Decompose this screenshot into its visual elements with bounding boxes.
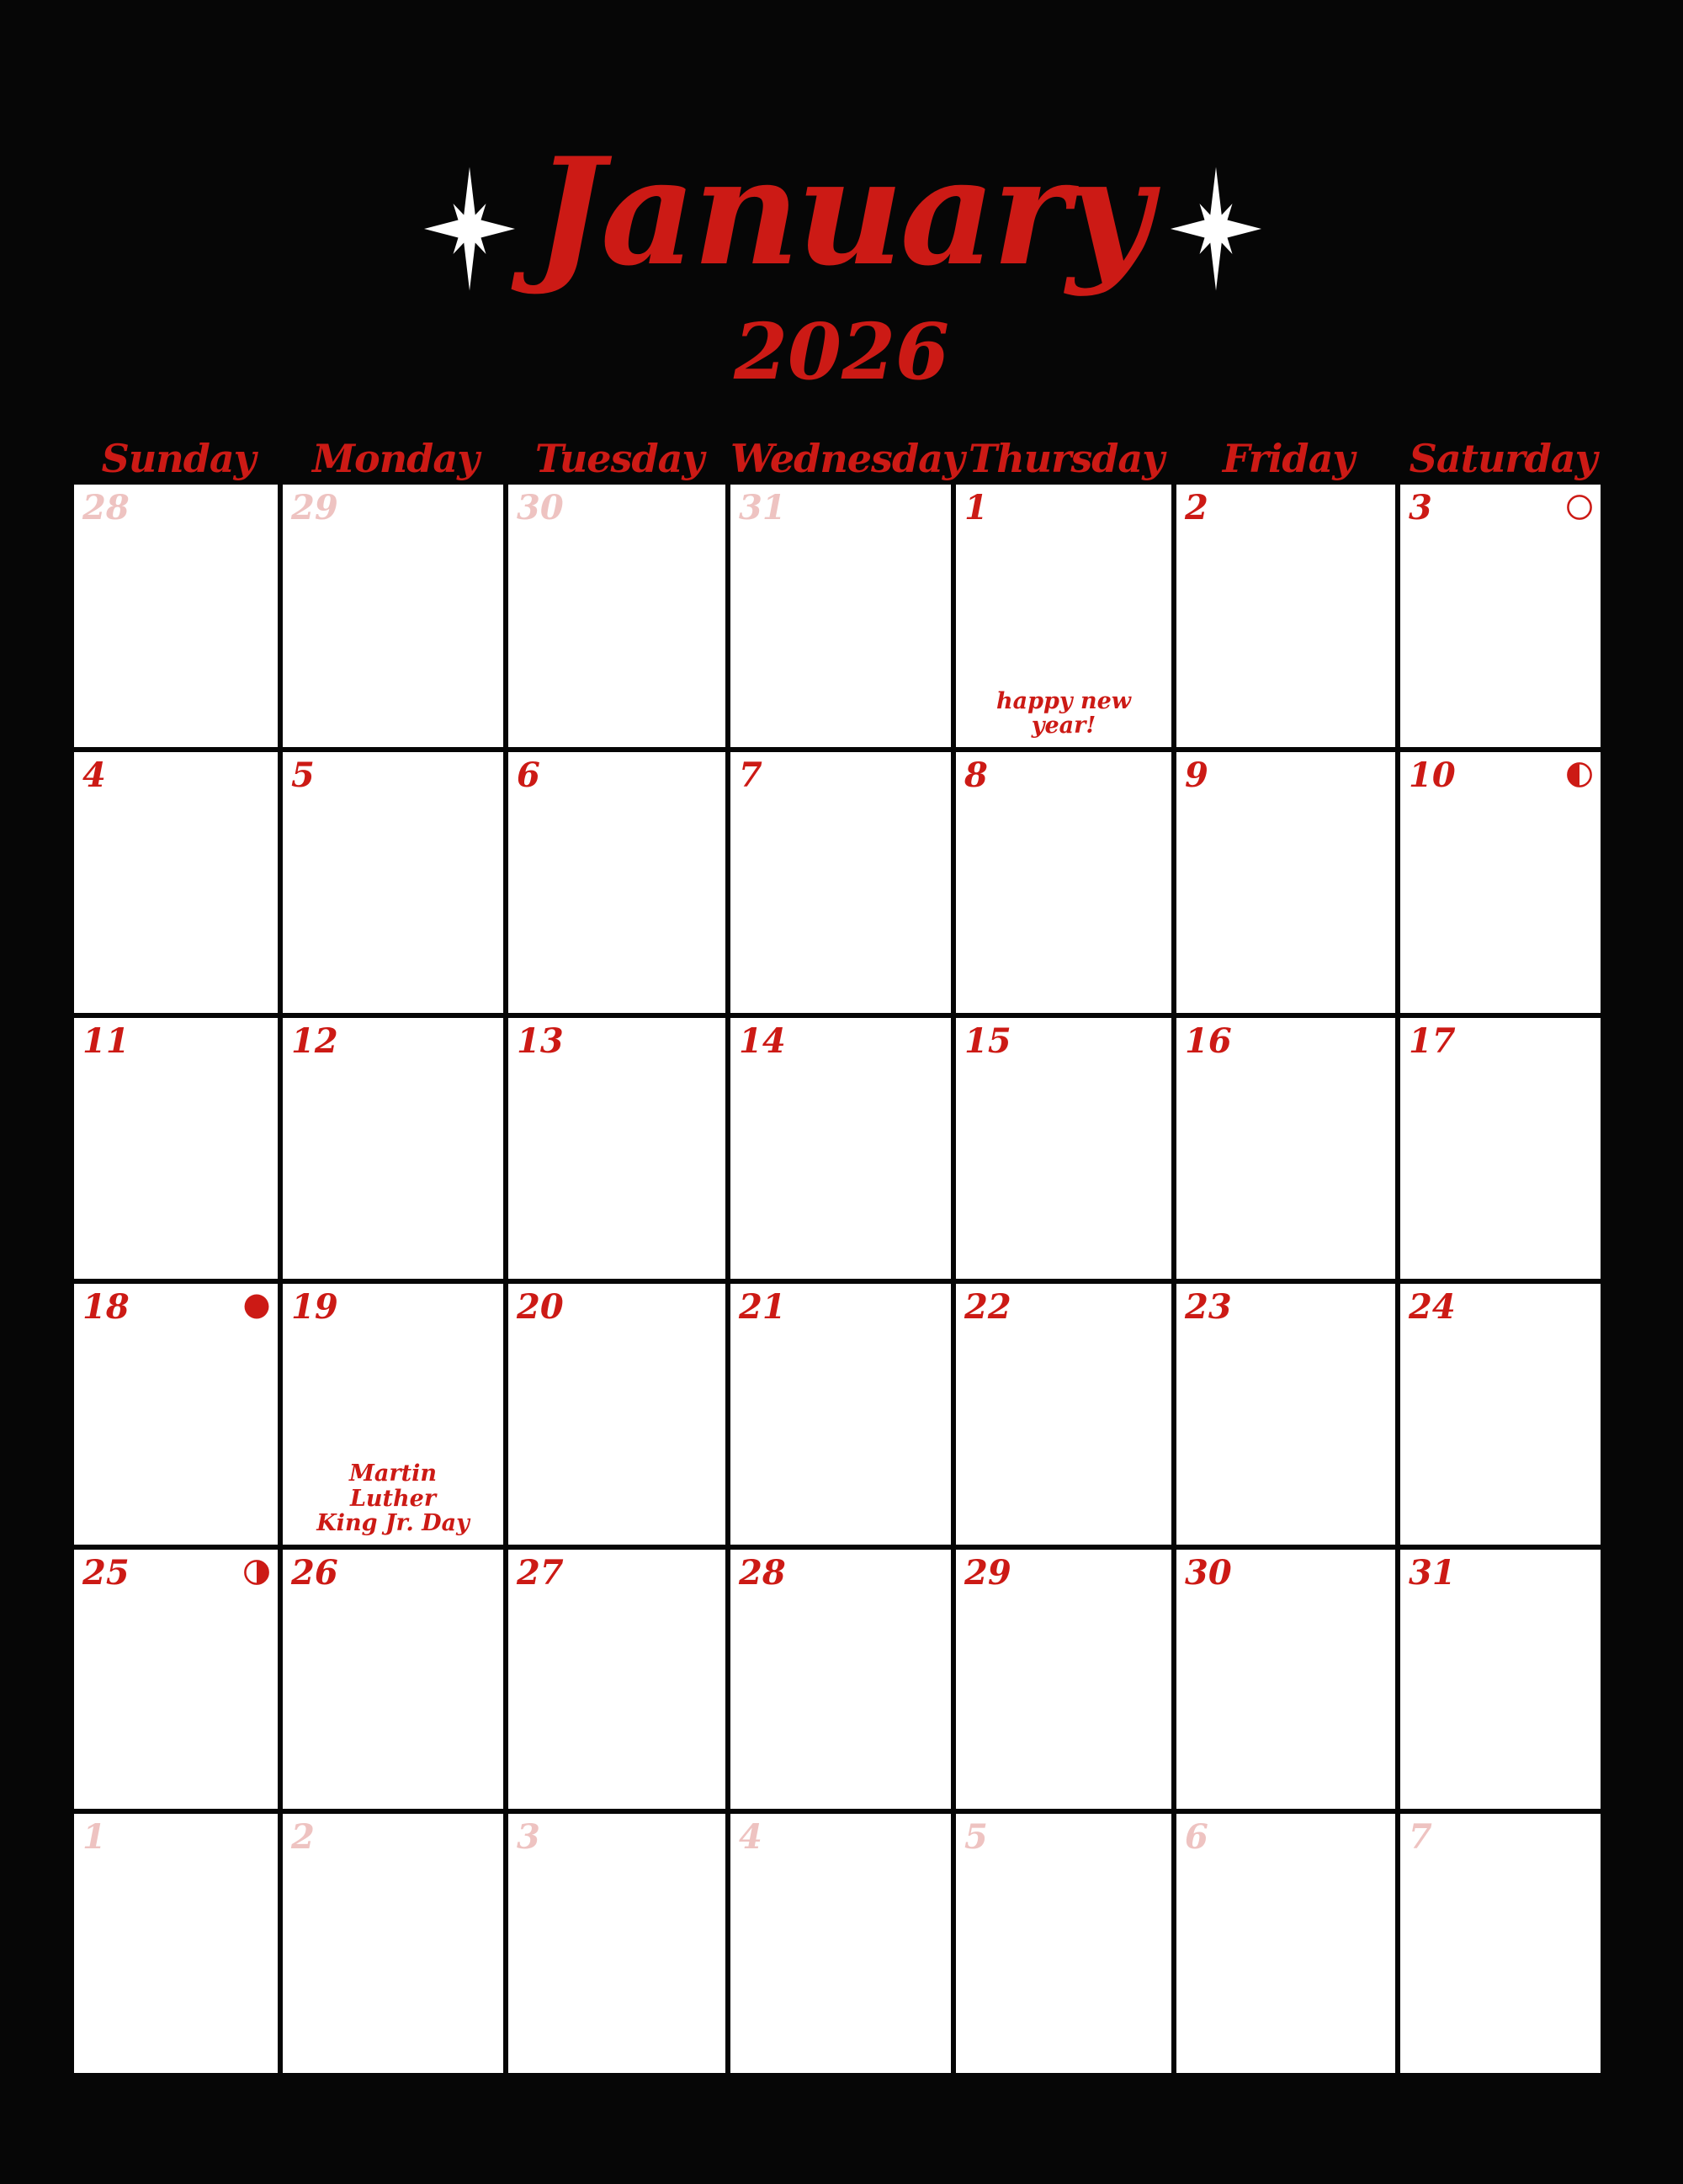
day-cell[interactable]	[74, 485, 278, 747]
day-cell[interactable]	[74, 1550, 278, 1809]
day-number: 2	[291, 1817, 315, 1857]
day-cell[interactable]	[508, 1550, 725, 1809]
day-cell[interactable]	[283, 1284, 503, 1545]
day-number: 19	[291, 1287, 338, 1327]
weekday-thursday: Thursday	[969, 436, 1164, 481]
day-cell[interactable]	[730, 1550, 951, 1809]
day-number: 30	[1185, 1553, 1232, 1593]
weekday-tuesday: Tuesday	[534, 436, 704, 481]
year-title: 2026	[733, 306, 950, 397]
calendar-header	[0, 0, 1683, 421]
day-cell[interactable]	[1400, 485, 1601, 747]
day-cell[interactable]	[1176, 1018, 1395, 1279]
day-number: 29	[291, 488, 338, 527]
event-label: happy new year!	[995, 687, 1132, 739]
day-cell[interactable]	[1400, 752, 1601, 1013]
day-number: 6	[1185, 1817, 1208, 1857]
day-cell[interactable]	[1400, 1550, 1601, 1809]
weekday-monday: Monday	[312, 436, 479, 481]
day-number: 24	[1409, 1287, 1456, 1327]
day-cell[interactable]	[730, 1018, 951, 1279]
day-number: 3	[517, 1817, 540, 1857]
weekday-header-row	[74, 433, 1606, 484]
day-number: 9	[1185, 755, 1208, 795]
day-cell[interactable]	[956, 1284, 1171, 1545]
day-cell[interactable]	[74, 752, 278, 1013]
day-cell[interactable]	[1176, 485, 1395, 747]
weekday-sunday: Sunday	[101, 436, 256, 481]
day-number: 28	[82, 488, 130, 527]
day-number: 1	[82, 1817, 106, 1857]
calendar-grid	[74, 485, 1606, 2078]
full-moon-icon	[1565, 493, 1594, 522]
day-number: 10	[1409, 755, 1456, 795]
day-cell[interactable]	[74, 1018, 278, 1279]
day-cell[interactable]	[730, 1284, 951, 1545]
day-number: 28	[739, 1553, 786, 1593]
weekday-wednesday: Wednesday	[730, 436, 964, 481]
day-number: 7	[739, 755, 762, 795]
day-number: 20	[517, 1287, 564, 1327]
day-number: 14	[739, 1021, 786, 1061]
day-cell[interactable]	[1176, 1814, 1395, 2073]
day-number: 27	[517, 1553, 564, 1593]
day-cell[interactable]	[1176, 1284, 1395, 1545]
day-cell[interactable]	[74, 1814, 278, 2073]
day-number: 13	[517, 1021, 564, 1061]
day-number: 30	[517, 488, 564, 527]
new-moon-icon	[242, 1292, 271, 1321]
day-cell[interactable]	[1400, 1018, 1601, 1279]
day-cell[interactable]	[283, 752, 503, 1013]
day-number: 18	[82, 1287, 130, 1327]
day-number: 16	[1185, 1021, 1232, 1061]
day-cell[interactable]	[1176, 752, 1395, 1013]
day-cell[interactable]	[508, 485, 725, 747]
day-cell[interactable]	[283, 1814, 503, 2073]
day-number: 4	[82, 755, 106, 795]
day-number: 3	[1409, 488, 1432, 527]
day-number: 4	[739, 1817, 762, 1857]
day-number: 12	[291, 1021, 338, 1061]
day-cell[interactable]	[956, 752, 1171, 1013]
day-cell[interactable]	[956, 1550, 1171, 1809]
first-quarter-moon-icon	[242, 1558, 271, 1587]
day-number: 31	[1409, 1553, 1456, 1593]
day-number: 17	[1409, 1021, 1456, 1061]
weekday-saturday: Saturday	[1409, 436, 1597, 481]
day-number: 6	[517, 755, 540, 795]
day-cell[interactable]	[508, 1814, 725, 2073]
day-cell[interactable]	[1400, 1814, 1601, 2073]
day-number: 11	[82, 1021, 130, 1061]
day-cell[interactable]	[508, 1018, 725, 1279]
day-cell[interactable]	[508, 752, 725, 1013]
day-number: 2	[1185, 488, 1208, 527]
weekday-friday: Friday	[1222, 436, 1355, 481]
day-cell[interactable]	[730, 752, 951, 1013]
day-number: 26	[291, 1553, 338, 1593]
day-cell[interactable]	[956, 1814, 1171, 2073]
day-number: 31	[739, 488, 786, 527]
day-number: 7	[1409, 1817, 1432, 1857]
day-number: 25	[82, 1553, 130, 1593]
day-number: 15	[964, 1021, 1011, 1061]
day-number: 21	[739, 1287, 786, 1327]
day-number: 22	[964, 1287, 1011, 1327]
month-title: January	[534, 126, 1149, 299]
day-cell[interactable]	[730, 485, 951, 747]
last-quarter-moon-icon	[1565, 761, 1594, 789]
day-cell[interactable]	[1176, 1550, 1395, 1809]
day-number: 5	[291, 755, 315, 795]
event-label: Martin Luther King Jr. Day	[316, 1460, 470, 1537]
day-cell[interactable]	[283, 1550, 503, 1809]
sparkle-star-icon	[1153, 157, 1279, 300]
day-number: 29	[964, 1553, 1011, 1593]
day-number: 1	[964, 488, 988, 527]
day-cell[interactable]	[74, 1284, 278, 1545]
day-cell[interactable]	[283, 1018, 503, 1279]
day-cell[interactable]	[283, 485, 503, 747]
day-number: 8	[964, 755, 988, 795]
day-cell[interactable]	[730, 1814, 951, 2073]
day-number: 5	[964, 1817, 988, 1857]
day-cell[interactable]	[956, 1018, 1171, 1279]
day-cell[interactable]	[956, 485, 1171, 747]
day-number: 23	[1185, 1287, 1232, 1327]
day-cell[interactable]	[508, 1284, 725, 1545]
day-cell[interactable]	[1400, 1284, 1601, 1545]
